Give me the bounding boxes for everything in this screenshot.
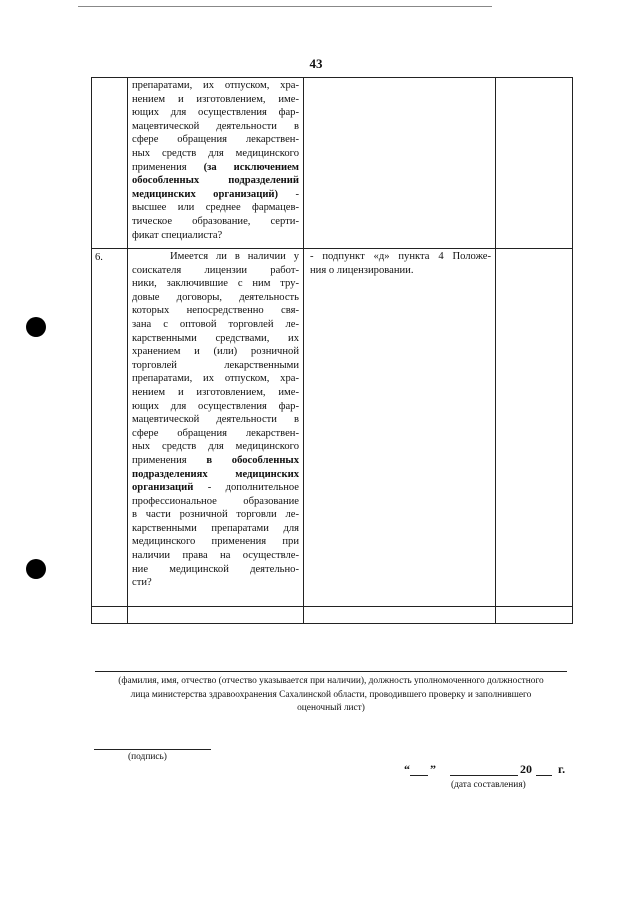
text-line: довые договоры, деятельность <box>132 291 299 303</box>
text-line: карственными препаратами для <box>132 522 299 534</box>
signature-line <box>94 749 211 750</box>
row-number-cell <box>92 78 128 249</box>
text-line: применения (за исключением <box>132 161 299 173</box>
date-close-quote: ” <box>430 762 436 776</box>
text-line: хранением и (или) розничной <box>132 346 299 358</box>
fio-caption <box>95 675 567 716</box>
requirement-text <box>128 78 303 243</box>
fio-line <box>95 671 567 672</box>
date-year-prefix: 20 <box>520 762 532 776</box>
page-number: 43 <box>309 56 323 71</box>
requirement-text <box>128 249 303 591</box>
row-number-cell <box>92 607 128 624</box>
text-line: применения в обособленных <box>132 454 299 466</box>
fio-caption-line: оценочный лист) <box>297 703 365 713</box>
text-line: мацевтической деятельности в <box>132 414 299 426</box>
text-line: нением и изготовлением, име- <box>132 93 299 105</box>
text-line: препаратами, их отпуском, хра- <box>132 80 299 91</box>
text-line: наличии права на осуществле- <box>132 550 299 562</box>
table-row-empty <box>92 607 573 624</box>
legal-basis-cell <box>304 78 496 249</box>
requirement-cell <box>128 78 304 249</box>
answer-cell <box>496 249 573 607</box>
legal-basis-cell <box>304 249 496 607</box>
date-year-suffix: г. <box>558 762 566 776</box>
answer-cell <box>496 78 573 249</box>
text-line: ных средств для медицинского <box>132 441 299 453</box>
date-caption: (дата составления) <box>451 780 526 790</box>
day-blank-line <box>410 775 428 776</box>
month-blank-line <box>450 775 518 776</box>
checklist-table <box>91 77 573 624</box>
text-line: ных средств для медицинского <box>132 147 299 159</box>
text-line: зана с оптовой торговлей ле- <box>132 318 299 330</box>
text-line: профессиональное образование <box>132 495 299 507</box>
text-line: обособленных подразделений <box>132 175 299 187</box>
row-number-cell <box>92 249 128 607</box>
text-line: фикат специалиста? <box>132 229 223 241</box>
requirement-cell <box>128 607 304 624</box>
text-line: ющих для осуществления фар- <box>132 400 299 412</box>
text-line: соискателя лицензии работ- <box>132 264 299 276</box>
text-line: ники, заключившие с ним тру- <box>132 278 299 290</box>
requirement-cell <box>128 249 304 607</box>
year-blank-line <box>536 775 552 776</box>
text-line: медицинских организаций) - <box>132 188 299 200</box>
text-line: препаратами, их отпуском, хра- <box>132 373 299 385</box>
text-line: организаций - дополнительное <box>132 482 299 494</box>
text-line: которых непосредственно свя- <box>132 305 299 317</box>
row-number: 6. <box>95 252 103 263</box>
fio-caption-line: (фамилия, имя, отчество (отчество указывается при наличии), должность уполномоченного должностного <box>118 676 544 686</box>
punch-hole-icon <box>26 317 46 337</box>
text-line: подразделениях медицинских <box>132 468 299 480</box>
text-line: Имеется ли в наличии у <box>170 251 299 262</box>
table-row-continued <box>92 78 573 249</box>
date-field <box>404 762 574 778</box>
text-line: ния о лицензировании. <box>310 264 414 276</box>
text-line: сфере обращения лекарствен- <box>132 134 299 146</box>
signature-caption: (подпись) <box>128 752 167 762</box>
date-open-quote: “ <box>404 762 410 776</box>
text-line: сти? <box>132 577 152 589</box>
punch-hole-icon <box>26 559 46 579</box>
text-line: торговлей лекарственными <box>132 359 299 371</box>
table-row-6 <box>92 249 573 607</box>
top-scan-rule <box>78 6 492 7</box>
text-line: высшее или среднее фармацев- <box>132 202 299 214</box>
text-line: мацевтической деятельности в <box>132 120 299 132</box>
text-line: карственными средствами, их <box>132 332 299 344</box>
text-line: сфере обращения лекарствен- <box>132 427 299 439</box>
text-line: в части розничной торговли ле- <box>132 509 299 521</box>
text-line: тическое образование, серти- <box>132 215 299 227</box>
text-line: нением и изготовлением, име- <box>132 386 299 398</box>
legal-basis-cell <box>304 607 496 624</box>
text-line: медицинского применения при <box>132 536 299 548</box>
fio-caption-line: лица министерства здравоохранения Сахалинской области, проводившего проверку и заполнившего <box>130 689 532 700</box>
text-line: ние медицинской деятельно- <box>132 563 299 575</box>
legal-basis-text <box>304 249 495 278</box>
text-line: - подпункт «д» пункта 4 Положе- <box>310 251 491 262</box>
text-line: ющих для осуществления фар- <box>132 107 299 119</box>
answer-cell <box>496 607 573 624</box>
